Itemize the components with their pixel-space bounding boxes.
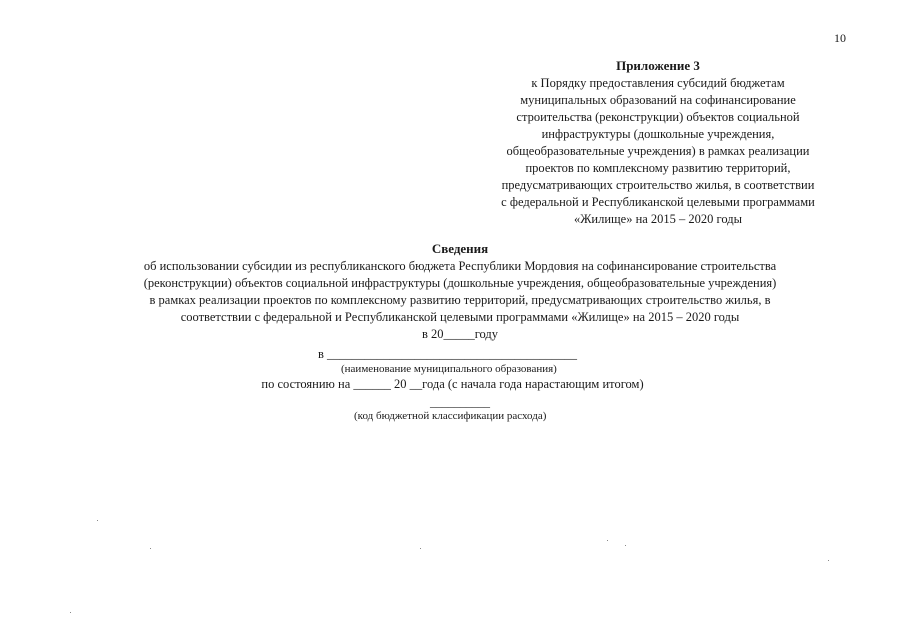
info-line: (реконструкции) объектов социальной инфраструктуры (дошкольные учреждения, общеобразовательные учреждения) xyxy=(143,276,777,290)
appendix-line: инфраструктуры (дошкольные учреждения, xyxy=(541,127,775,141)
page-number: 10 xyxy=(834,31,846,45)
appendix-line: с федеральной и Республиканской целевыми программами xyxy=(501,195,815,209)
year-line: в 20_____году xyxy=(421,327,499,341)
appendix-line: муниципальных образований на софинансирование xyxy=(520,93,796,107)
info-line: в рамках реализации проектов по комплексному развитию территорий, предусматривающих строительство жилья, в xyxy=(149,293,771,307)
scan-speck xyxy=(420,548,421,549)
municipality-line: в ________________________________________ xyxy=(318,347,578,361)
info-line: об использовании субсидии из республиканского бюджета Республики Мордовия на софинансирование строительства xyxy=(143,259,777,273)
scan-speck xyxy=(828,560,829,561)
appendix-line: строительства (реконструкции) объектов социальной xyxy=(516,110,800,124)
info-title: Сведения xyxy=(431,241,489,256)
scan-speck xyxy=(70,612,71,613)
status-line: по состоянию на ______ 20 __года (с начала года нарастающим итогом) xyxy=(261,377,644,391)
appendix-line: «Жилище» на 2015 – 2020 годы xyxy=(573,212,743,226)
appendix-line: предусматривающих строительство жилья, в соответствии xyxy=(501,178,815,192)
info-block xyxy=(60,240,860,343)
appendix-line: проектов по комплексному развитию территорий, xyxy=(525,161,791,175)
appendix-block xyxy=(452,57,864,228)
scan-speck xyxy=(607,540,608,541)
budget-code-blank: __________ xyxy=(430,395,490,409)
scan-speck xyxy=(97,520,98,521)
scan-speck xyxy=(625,545,626,546)
municipality-caption: (наименование муниципального образования) xyxy=(341,363,557,375)
scan-speck xyxy=(150,548,151,549)
appendix-line: общеобразовательные учреждения) в рамках реализации xyxy=(506,144,810,158)
appendix-title: Приложение 3 xyxy=(616,58,700,73)
info-line: соответствии с федеральной и Республиканской целевыми программами «Жилище» на 2015 – 2020 годы xyxy=(180,310,740,324)
budget-code-caption: (код бюджетной классификации расхода) xyxy=(354,410,547,422)
appendix-line: к Порядку предоставления субсидий бюджетам xyxy=(531,76,785,90)
